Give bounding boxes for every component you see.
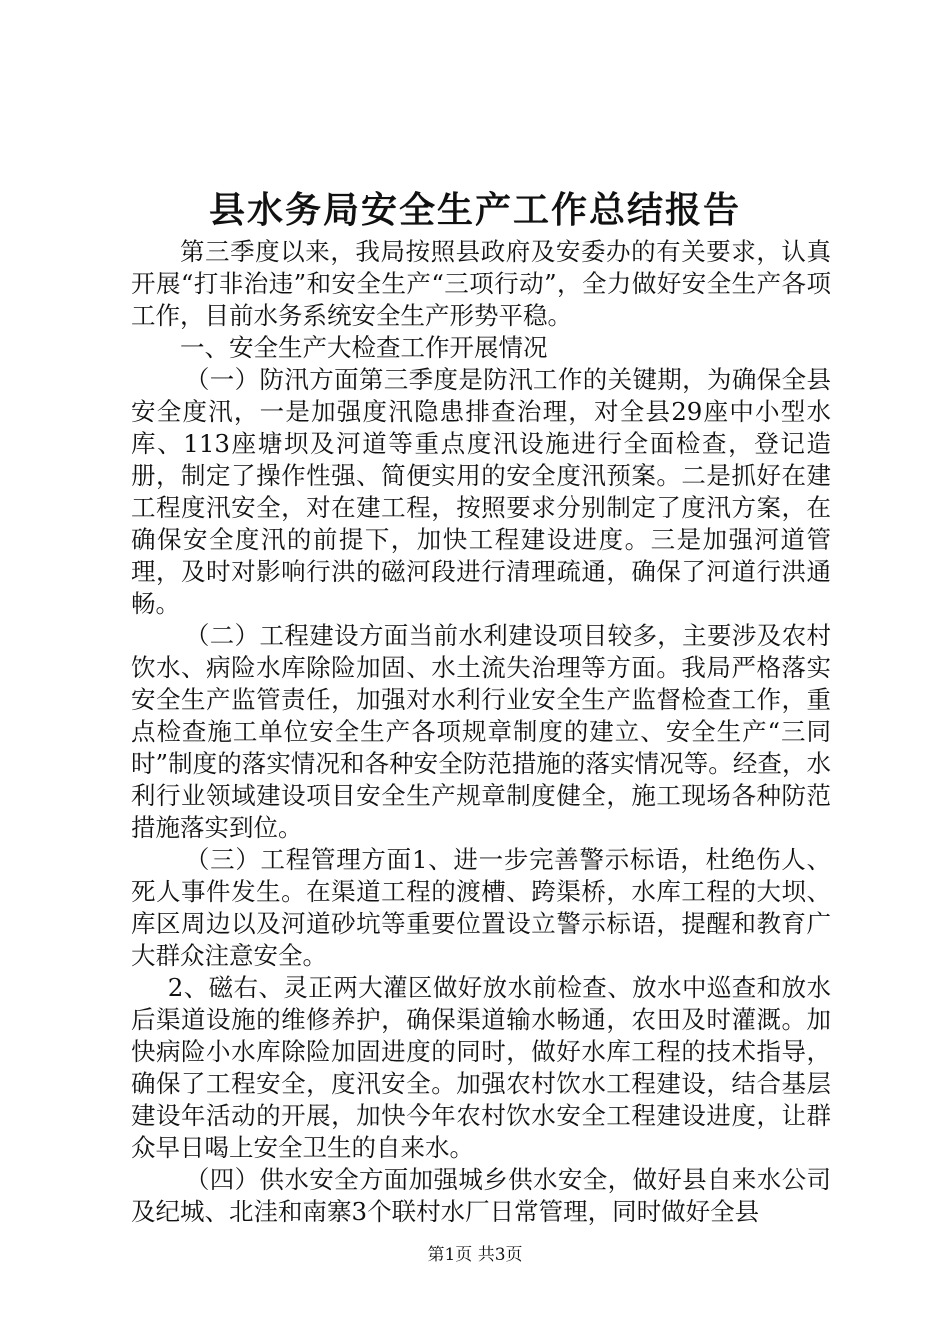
- section-heading: 一、安全生产大检查工作开展情况: [180, 333, 548, 362]
- construction-paragraph: （二）工程建设方面当前水利建设项目较多，主要涉及农村饮水、病险水库除险加固、水土流失治理等方面。我局严格落实安全生产监管责任，加强对水利行业安全生产监督检查工作，重点检查施工单位安全生产各项规章制度的建立、安全生产“三同时”制度的落实情况和各种安全防范措施的落实情况等。经查，水利行业领域建设项目安全生产规章制度健全，施工现场各种防范措施落实到位。: [131, 621, 831, 842]
- intro-paragraph: 第三季度以来，我局按照县政府及安委办的有关要求，认真开展“打非治违”和安全生产“三项行动”，全力做好安全生产各项工作，目前水务系统安全生产形势平稳。: [131, 237, 831, 330]
- irrigation-paragraph: 2、磁右、灵正两大灌区做好放水前检查、放水中巡查和放水后渠道设施的维修养护，确保渠道输水畅通，农田及时灌溉。加快病险小水库除险加固进度的同时，做好水库工程的技术指导，确保了工程安全，度汛安全。加强农村饮水工程建设，结合基层建设年活动的开展，加快今年农村饮水安全工程建设进度，让群众早日喝上安全卫生的自来水。: [131, 973, 831, 1162]
- page-footer: 第1页 共3页: [427, 1245, 523, 1265]
- document-title: 县水务局安全生产工作总结报告: [208, 189, 741, 231]
- management-paragraph: （三）工程管理方面1、进一步完善警示标语，杜绝伤人、死人事件发生。在渠道工程的渡槽、跨渠桥，水库工程的大坝、库区周边以及河道砂坑等重要位置设立警示标语，提醒和教育广大群众注意安全。: [131, 845, 831, 970]
- flood-control-paragraph: （一）防汛方面第三季度是防汛工作的关键期，为确保全县安全度汛，一是加强度汛隐患排查治理，对全县29座中小型水库、113座塘坝及河道等重点度汛设施进行全面检查，登记造册，制定了操作性强、简便实用的安全度汛预案。二是抓好在建工程度汛安全，对在建工程，按照要求分别制定了度汛方案，在确保安全度汛的前提下，加快工程建设进度。三是加强河道管理，及时对影响行洪的磁河段进行清理疏通，确保了河道行洪通畅。: [131, 365, 831, 618]
- water-supply-paragraph: （四）供水安全方面加强城乡供水安全，做好县自来水公司及纪城、北洼和南寨3个联村水厂日常管理，同时做好全县: [131, 1165, 831, 1226]
- document-body: [131, 236, 831, 1228]
